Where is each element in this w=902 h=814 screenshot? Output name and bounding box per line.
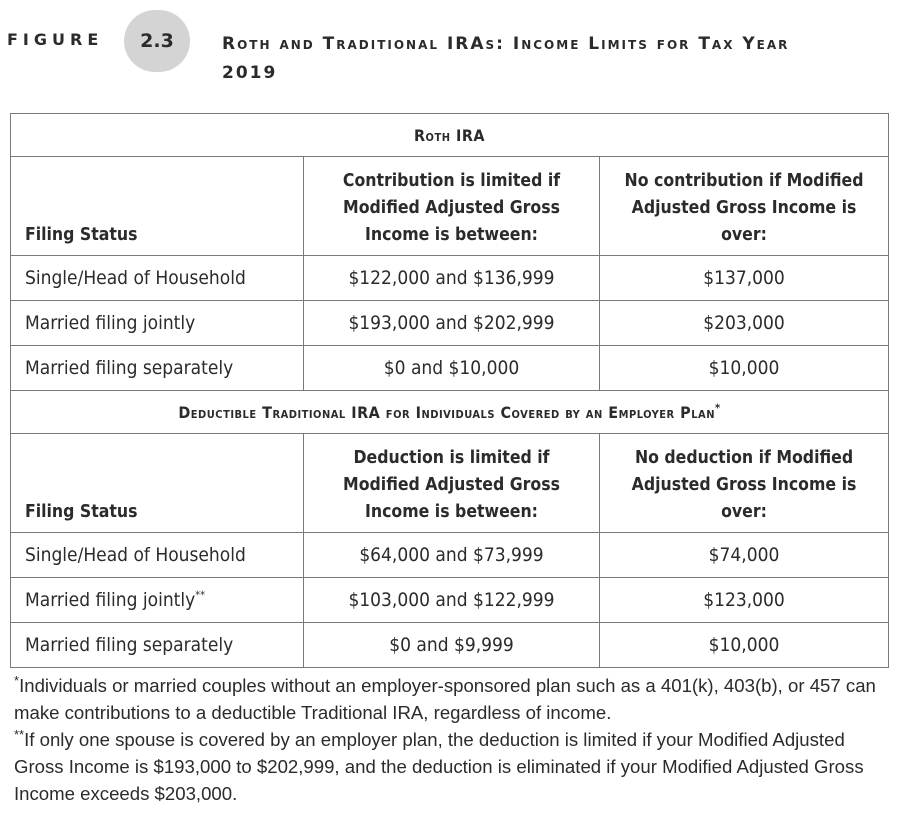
traditional-limited-header-line: Income is between: — [365, 502, 538, 522]
footnotes — [14, 672, 894, 807]
traditional-section-title-text: Deductible Traditional IRA for Individuals Covered by an Employer Plan — [178, 402, 715, 422]
footnote-text: If only one spouse is covered by an employer plan, the deduction is limited if your Modified Adjusted Gross Income is $193,000 to $202,999, and the deduction is eliminated if your Modified Adjusted Gross Income exceeds $203,000. — [14, 729, 864, 804]
income-over-cell: $123,000 — [600, 578, 889, 623]
traditional-none-header-line: No deduction if Modified — [634, 448, 854, 468]
filing-status-cell — [11, 578, 304, 623]
filing-status-cell — [11, 623, 304, 668]
table-row — [11, 256, 889, 301]
roth-limited-header-line: Contribution is limited if — [342, 171, 561, 191]
income-range-cell: $103,000 and $122,999 — [304, 578, 600, 623]
table-row — [11, 578, 889, 623]
roth-none-header — [600, 157, 889, 256]
roth-none-header-line: No contribution if Modified — [624, 171, 864, 191]
traditional-section-title — [11, 391, 889, 434]
income-range-cell: $193,000 and $202,999 — [304, 301, 600, 346]
traditional-limited-header — [304, 434, 600, 533]
roth-limited-header-line: Modified Adjusted Gross — [343, 198, 560, 218]
income-range-cell: $64,000 and $73,999 — [304, 533, 600, 578]
traditional-limited-header-line: Deduction is limited if — [353, 448, 550, 468]
footnote-marker: * — [714, 401, 721, 415]
footnote-marker: ** — [195, 588, 206, 602]
filing-status-text: Married filing separately — [25, 634, 234, 656]
table-row — [11, 301, 889, 346]
income-limits-table — [10, 113, 889, 668]
figure-label: FIGURE — [7, 30, 104, 49]
traditional-none-header-line: Adjusted Gross Income is — [631, 475, 857, 495]
income-over-cell: $137,000 — [600, 256, 889, 301]
footnote-marker: * — [14, 672, 20, 688]
table-row — [11, 346, 889, 391]
roth-none-header-line: Adjusted Gross Income is — [631, 198, 857, 218]
footnote-2 — [14, 726, 894, 807]
income-over-cell: $10,000 — [600, 346, 889, 391]
roth-section-title-row — [11, 114, 889, 157]
filing-status-text: Married filing jointly — [25, 589, 196, 611]
figure-title — [222, 30, 892, 88]
traditional-none-header — [600, 434, 889, 533]
roth-header-row — [11, 157, 889, 256]
table-row — [11, 623, 889, 668]
roth-none-header-line: over: — [721, 225, 767, 245]
footnote-text: Individuals or married couples without an employer-sponsored plan such as a 401(k), 403(b), or 457 can make contributions to a deductible Traditional IRA, regardless of income. — [14, 675, 876, 723]
filing-status-cell: Married filing separately — [11, 346, 304, 391]
figure-number-badge: 2.3 — [124, 10, 190, 72]
roth-limited-header-line: Income is between: — [365, 225, 538, 245]
income-over-cell: $10,000 — [600, 623, 889, 668]
filing-status-cell: Married filing jointly — [11, 301, 304, 346]
income-range-cell: $0 and $10,000 — [304, 346, 600, 391]
filing-status-cell — [11, 533, 304, 578]
roth-section-title: Roth IRA — [11, 114, 889, 157]
footnote-1 — [14, 672, 894, 726]
filing-status-text: Single/Head of Household — [25, 544, 246, 566]
income-range-cell: $122,000 and $136,999 — [304, 256, 600, 301]
traditional-filing-status-header: Filing Status — [11, 434, 304, 533]
traditional-section-title-row — [11, 391, 889, 434]
table-row — [11, 533, 889, 578]
traditional-header-row — [11, 434, 889, 533]
traditional-none-header-line: over: — [721, 502, 767, 522]
figure-header — [0, 0, 902, 100]
figure-title-line1: Roth and Traditional IRAs: Income Limits for Tax Year — [222, 34, 790, 54]
footnote-marker: ** — [14, 726, 25, 742]
roth-filing-status-header: Filing Status — [11, 157, 304, 256]
income-over-cell: $74,000 — [600, 533, 889, 578]
figure-title-line2: 2019 — [222, 63, 278, 83]
filing-status-cell: Single/Head of Household — [11, 256, 304, 301]
income-over-cell: $203,000 — [600, 301, 889, 346]
roth-limited-header — [304, 157, 600, 256]
income-range-cell: $0 and $9,999 — [304, 623, 600, 668]
traditional-limited-header-line: Modified Adjusted Gross — [343, 475, 560, 495]
